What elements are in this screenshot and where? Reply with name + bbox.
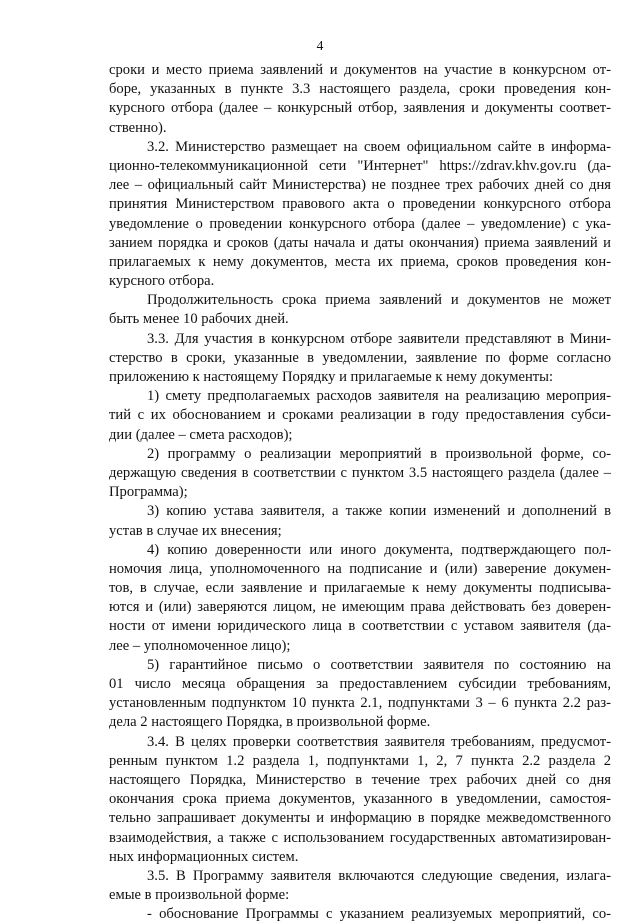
text-line: дела 2 настоящего Порядка, в произвольной форме. [109, 714, 431, 731]
text-line: - обоснование Программы с указанием реализуемых мероприятий, со- [147, 906, 611, 923]
text-line: лее – официальный сайт Министерства) не позднее трех рабочих дней со дня [109, 177, 611, 194]
text-line: устав в случае их внесения; [109, 522, 282, 539]
text-line: ности от имени юридического лица в соответствии с уставом заявителя (да- [109, 618, 611, 635]
text-line: Продолжительность срока приема заявлений и документов не может [147, 292, 611, 309]
document-body [109, 61, 611, 924]
text-line: взаимодействия, а также с использованием государственных автоматизирован- [109, 829, 611, 846]
text-line: тий с их обоснованием и сроками реализации в году предоставления субси- [109, 407, 611, 424]
text-line: установленным подпунктом 10 пункта 2.1, подпунктами 3 – 6 пункта 2.2 раз- [109, 695, 611, 712]
text-line: дии (далее – смета расходов); [109, 426, 293, 443]
text-line: лее – уполномоченное лицо); [109, 637, 291, 654]
text-line: ются и (или) заверяются лицом, не имеющим права действовать без доверен- [109, 599, 611, 616]
text-line: настоящего Порядка, Министерство в течение трех рабочих дней со дня [109, 771, 611, 788]
text-line: ственно). [109, 119, 167, 136]
text-line: прилагаемых к нему документов, места их приема, сроков проведения кон- [109, 253, 611, 270]
text-line: 3.5. В Программу заявителя включаются следующие сведения, излага- [147, 867, 611, 884]
text-line: курсного отбора (далее – конкурсный отбор, заявления и документы соответ- [109, 100, 611, 117]
text-line: 01 число месяца обращения за предоставлением субсидии требованиям, [109, 676, 611, 692]
text-line: Программа); [109, 484, 188, 501]
text-line: 3.2. Министерство размещает на своем официальном сайте в информа- [147, 138, 611, 155]
text-line: тельно запрашивает документы и информацию в порядке межведомственного [109, 810, 611, 827]
text-line: занием порядка и сроков (даты начала и даты окончания) приема заявлений и [109, 234, 611, 251]
text-line: приложению к настоящему Порядку и прилагаемые к нему документы: [109, 369, 554, 385]
text-line: боре, указанных в пункте 3.3 настоящего раздела, сроки проведения кон- [109, 81, 611, 98]
text-line: принятия Министерством правового акта о проведении конкурсного отбора [109, 196, 611, 213]
text-line: курсного отбора. [109, 273, 215, 290]
text-line: 4) копию доверенности или иного документа, подтверждающего пол- [147, 541, 611, 558]
text-line: 3.3. Для участия в конкурсном отборе заявители представляют в Мини- [147, 330, 611, 347]
text-line: стерство в сроки, указанные в уведомлении, заявление по форме согласно [109, 349, 611, 366]
text-line: 1) смету предполагаемых расходов заявителя на реализацию мероприя- [147, 388, 611, 405]
text-line: тов, в случае, если заявление и прилагаемые к нему документы подписыва- [109, 580, 611, 597]
text-line: уведомление о проведении конкурсного отбора (далее – уведомление) с ука- [109, 215, 611, 232]
text-line: емые в произвольной форме: [109, 887, 290, 904]
text-line: 3) копию устава заявителя, а также копии изменений и дополнений в [147, 503, 611, 520]
text-line: 2) программу о реализации мероприятий в произвольной форме, со- [147, 445, 611, 462]
text-line: быть менее 10 рабочих дней. [109, 311, 289, 328]
text-line: 3.4. В целях проверки соответствия заявителя требованиям, предусмот- [147, 733, 611, 750]
text-line: номочия лица, уполномоченного на подписание и (или) заверение докумен- [109, 560, 611, 577]
text-line: держащую сведения в соответствии с пунктом 3.5 настоящего раздела (далее – [109, 464, 611, 481]
text-line: сроки и место приема заявлений и документов на участие в конкурсном от- [109, 62, 611, 78]
text-line: ренным пунктом 1.2 раздела 1, подпунктами 1, 2, 7 пункта 2.2 раздела 2 [109, 752, 611, 769]
page-number: 4 [316, 38, 324, 53]
text-line: ционно-телекоммуникационной сети "Интернет" https://zdrav.khv.gov.ru (да- [109, 157, 611, 174]
text-line: окончания срока приема документов, указанного в уведомлении, самостоя- [109, 791, 611, 808]
text-line: 5) гарантийное письмо о соответствии заявителя по состоянию на [147, 656, 611, 673]
text-line: ных информационных систем. [109, 848, 299, 865]
